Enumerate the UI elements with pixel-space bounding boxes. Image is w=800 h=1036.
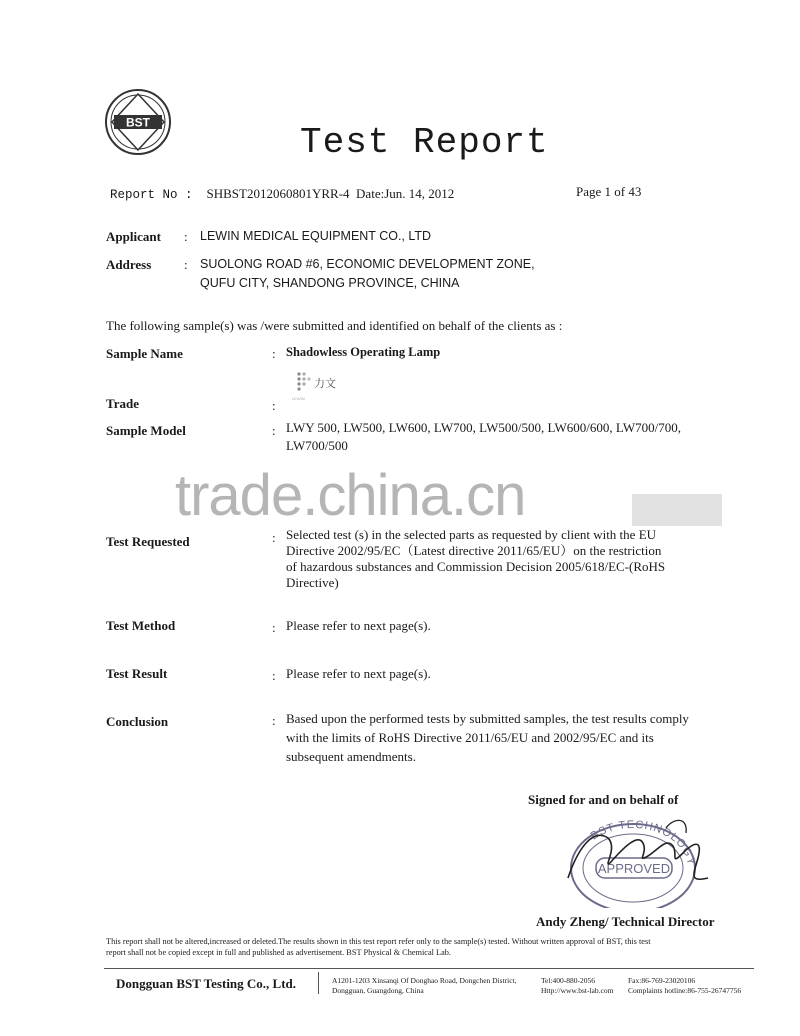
footer-address (332, 976, 517, 996)
conclusion-colon: : (272, 713, 276, 728)
conclusion-label: Conclusion (106, 714, 169, 729)
test-method-value: Please refer to next page(s). (286, 618, 431, 633)
stamp-text: APPROVED (597, 861, 671, 876)
footer-fax: Fax:86-769-23020106 (628, 976, 696, 985)
test-requested-text (286, 527, 716, 591)
bst-logo (104, 88, 172, 156)
applicant-colon: : (184, 229, 188, 244)
footer-address-line2: Dongguan, Guangdong, China (332, 986, 424, 995)
trade-colon: : (272, 398, 276, 413)
intro-text: The following sample(s) was /were submitted and identified on behalf of the clients as : (106, 318, 563, 333)
sample-model-label: Sample Model (106, 423, 186, 438)
footer-website: Http://www.bst-lab.com (541, 986, 614, 995)
address-line1: SUOLONG ROAD #6, ECONOMIC DEVELOPMENT ZONE, (200, 257, 535, 271)
trade-label: Trade (106, 396, 139, 411)
footer-contact-2 (628, 976, 741, 996)
footer-separator (318, 972, 319, 994)
trade-logo-text: 力文 (314, 377, 336, 390)
applicant-label: Applicant (106, 229, 161, 244)
sample-name-value: Shadowless Operating Lamp (286, 345, 441, 359)
sample-model-colon: : (272, 423, 276, 438)
disclaimer (106, 936, 746, 958)
conclusion-line2: with the limits of RoHS Directive 2011/65/EU and 2002/95/EC and its (286, 730, 654, 745)
conclusion-line3: subsequent amendments. (286, 749, 416, 764)
test-requested-line3: of hazardous substances and Commission Decision 2005/618/EC-(RoHS (286, 559, 666, 574)
test-requested-line4: Directive) (286, 575, 339, 590)
report-title: Test Report (300, 122, 549, 163)
watermark: trade.china.cn (175, 463, 526, 528)
sample-model-line1: LWY 500, LW500, LW600, LW700, LW500/500, LW600/600, LW700/700, (286, 420, 681, 435)
footer-divider (104, 968, 754, 969)
test-method-colon: : (272, 620, 276, 635)
address-line2: QUFU CITY, SHANDONG PROVINCE, CHINA (200, 276, 460, 290)
footer-company: Dongguan BST Testing Co., Ltd. (116, 976, 297, 991)
sample-name-colon: : (272, 346, 276, 361)
test-requested-line2: Directive 2002/95/EC（Latest directive 2011/65/EU）on the restriction (286, 543, 662, 558)
test-result-label: Test Result (106, 666, 168, 681)
test-result-value: Please refer to next page(s). (286, 666, 431, 681)
report-no: SHBST2012060801YRR-4 (206, 186, 350, 201)
sample-name-label: Sample Name (106, 346, 183, 361)
signer-name: Andy Zheng/ Technical Director (536, 914, 715, 929)
footer-contact (541, 976, 613, 996)
report-no-label: Report No : (110, 188, 193, 202)
applicant-value: LEWIN MEDICAL EQUIPMENT CO., LTD (200, 229, 432, 243)
test-requested-line1: Selected test (s) in the selected parts as requested by client with the EU (286, 527, 657, 542)
approval-stamp (548, 808, 718, 908)
test-result-colon: : (272, 668, 276, 683)
test-requested-label: Test Requested (106, 534, 190, 549)
footer-complaints: Complaints hotline:86-755-26747756 (628, 986, 742, 995)
footer-address-line1: A1201-1203 Xinsanqi Of Donghao Road, Dongchen District, (332, 976, 517, 985)
test-method-label: Test Method (106, 618, 176, 633)
conclusion-line1: Based upon the performed tests by submitted samples, the test results comply (286, 711, 689, 726)
watermark-bar (632, 494, 722, 526)
report-number-line (110, 186, 454, 202)
sample-model-line2: LW700/500 (286, 438, 348, 453)
stamp-ring-text: BST TECHNOLOGY (588, 818, 698, 867)
trade-logo (290, 370, 350, 404)
address-colon: : (184, 257, 188, 272)
footer-tel: Tel:400-880-2056 (541, 976, 596, 985)
trade-logo-subtext: LEWIN (292, 396, 305, 401)
test-requested-colon: : (272, 530, 276, 545)
logo-text: BST (126, 115, 150, 130)
address-label: Address (106, 257, 152, 272)
signed-for-text: Signed for and on behalf of (528, 792, 679, 807)
disclaimer-line1: This report shall not be altered,increased or deleted.The results shown in this test report refer only to the sample(s) tested. Without written approval of BST, this test (106, 937, 651, 946)
page-number: Page 1 of 43 (576, 184, 642, 199)
report-date: Date:Jun. 14, 2012 (356, 186, 455, 201)
conclusion-text (286, 709, 716, 766)
disclaimer-line2: report shall not be copied except in full and published as advertisement. BST Physical & Chemical Lab. (106, 948, 452, 957)
